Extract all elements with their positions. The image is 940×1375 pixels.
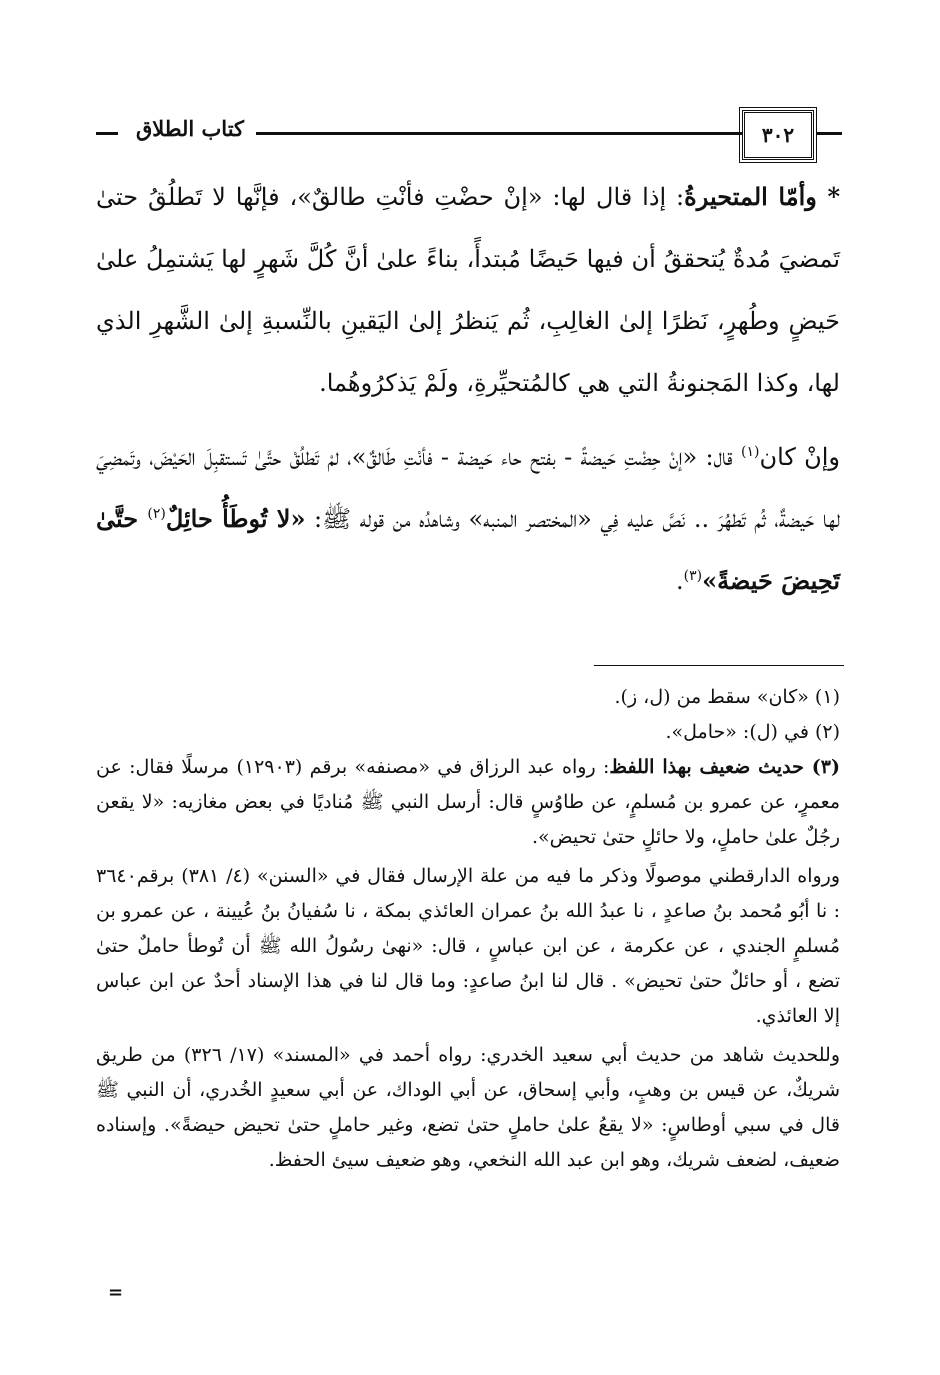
- footnote-3-lead: (٣) حديث ضعيف بهذا اللفظ: [609, 756, 840, 778]
- paragraph-mutahayyira: [96, 166, 840, 414]
- continuation-mark: =: [108, 1282, 124, 1303]
- paragraph-hayda: [96, 426, 840, 612]
- header-rule-right: [816, 132, 842, 135]
- paragraph-text: قال: «إنْ حِضْتِ حَيضةً - بفتح حاء حَيضة - فأنْتِ طَالقٌ»، لمْ تَطلُقْ حتَّىٰ تَستقبِلَ الحَيْضَ، وتَمضِيَ لها حَيضةٌ، ثُم تَطهُرَ .. نَصَّ عليه فِي «المختصر المنبه» وشاهدُه من قوله ﷺ:: [96, 443, 840, 533]
- footnote-separator: [594, 665, 844, 666]
- header-rule-left: [96, 132, 118, 135]
- paragraph-text: وإنْ كان: [759, 443, 841, 471]
- footnote-3: [96, 750, 840, 855]
- footnote-3-daraqutni: ورواه الدارقطني موصولًا وذكر ما فيه من علة الإرسال فقال في «السنن» (٤/ ٣٨١) برقم٣٦٤٠ : نا أبُو مُحمد بنُ صاعدٍ ، نا عبدُ الله بنُ عمران العائذي بمكة ، نا سُفيانُ بنُ عُيينة ، عن عمرو بن مُسلمٍ الجندي ، عن عكرمة ، عن ابن عباسٍ ، قال: «نهىٰ رسُولُ الله ﷺ أن تُوطأ حاملٌ حتىٰ تضع ، أو حائلٌ حتىٰ تحيض» . قال لنا ابنُ صاعدٍ: وما قال لنا في هذا الإسناد أحدٌ عن ابن عباس إلا العائذي.: [96, 865, 840, 1027]
- hadith-quote: «لا تُوطَأُ حائِلٌ: [165, 504, 306, 533]
- running-header: [96, 108, 842, 160]
- footnote-3-shahid: وللحديث شاهد من حديث أبي سعيد الخدري: رواه أحمد في «المسند» (١٧/ ٣٢٦) من طريق شريكٌ، عن قيس بن وهبٍ، وأبي إسحاق، عن أبي الوداك، عن أبي سعيدٍ الخُدري، أن النبي ﷺ قال في سبي أوطاسٍ: «لا يقعُ علىٰ حاملٍ حتىٰ تضع، وغير حاملٍ حتىٰ تحيض حيضةً». وإسناده ضعيف، لضعف شريك، وهو ابن عبد الله النخعي، وهو ضعيف سيئ الحفظ.: [96, 1044, 840, 1171]
- header-rule-middle: [256, 132, 742, 135]
- footnote-ref-1: (١): [740, 444, 760, 460]
- footnote-ref-3: (٣): [683, 568, 703, 584]
- footnote-3-text: : رواه عبد الرزاق في «مصنفه» برقم (١٢٩٠٣) مرسلًا فقال: عن معمرٍ، عن عمرو بن مُسلمٍ، عن طاوُسٍ قال: أرسل النبي ﷺ مُناديًا في بعض مغازيه: «لا يقعن رجُلٌ علىٰ حاملٍ، ولا حائلٍ حتىٰ تحيض».: [96, 756, 840, 848]
- footnote-2: (٢) في (ل): «حامل».: [665, 721, 840, 743]
- main-text: [96, 166, 840, 612]
- footnote-ref-2: (٢): [147, 506, 166, 522]
- paragraph-body: : إذا قال لها: «إنْ حضْتِ فأنْتِ طالقٌ»، فإنَّها لا تَطلُقُ حتىٰ تَمضيَ مُدةٌ يُتحققُ أن فيها حَيضًا مُبتدأً، بناءً علىٰ أنَّ كُلَّ شَهرٍ لها يَشتمِلُ علىٰ حَيضٍ وطُهرٍ، نَظرًا إلىٰ الغالِبِ، ثُم يَنظرُ إلىٰ اليَقينِ بالنِّسبةِ إلىٰ الشَّهرِ الذي لها، وكذا المَجنونةُ التي هي كالمُتحيِّرةِ، ولَمْ يَذكرُوهُما.: [96, 183, 840, 397]
- paragraph-lead: * وأمّا المتحيرةُ: [684, 182, 840, 211]
- footnote-1: (١) «كان» سقط من (ل، ز).: [614, 686, 840, 708]
- page-number-frame: [742, 110, 814, 160]
- paragraph-end: .: [675, 567, 684, 595]
- page-number: ٣٠٢: [761, 123, 795, 147]
- footnotes: [96, 680, 840, 1178]
- book-title: كتاب الطلاق: [128, 116, 252, 141]
- hadith-quote: حتَّىٰ تَحِيضَ حَيضةً»: [96, 504, 840, 595]
